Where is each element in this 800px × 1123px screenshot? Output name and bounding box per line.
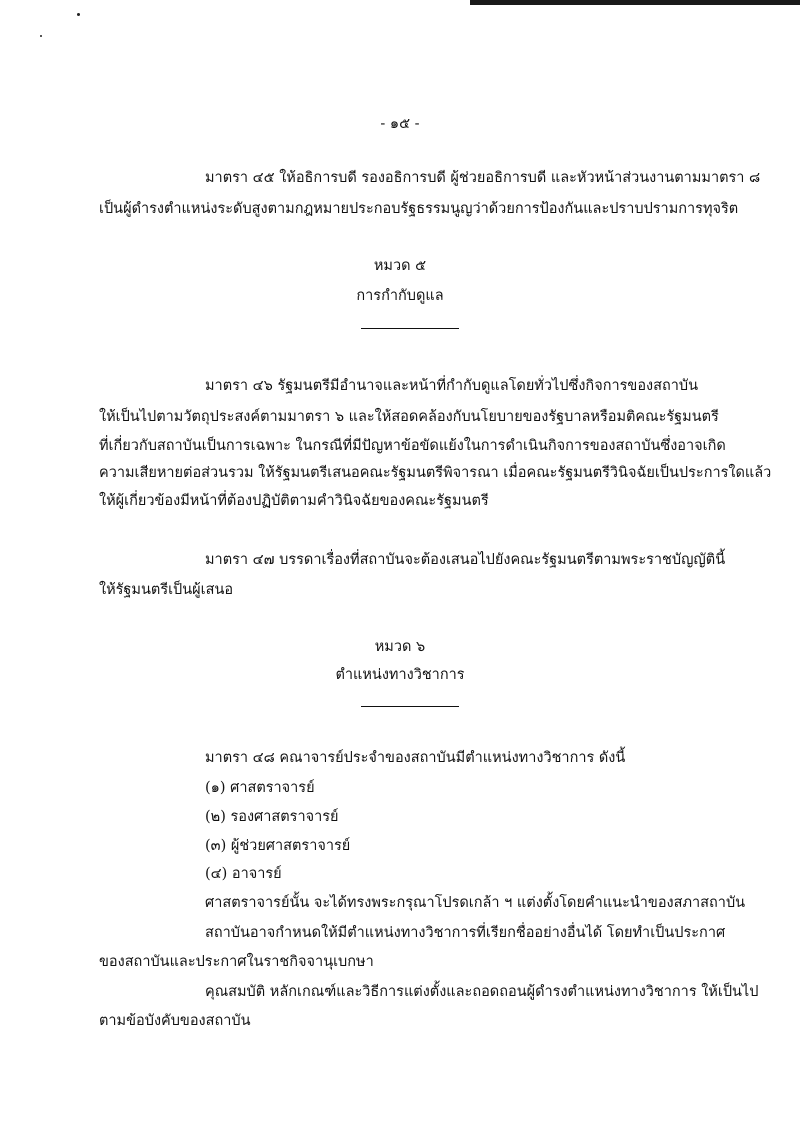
section-46-line-2: ให้เป็นไปตามวัตถุประสงค์ตามมาตรา ๖ และให้สอดคล้องกับนโยบายของรัฐบาลหรือมติคณะรัฐมนตรี <box>99 409 719 425</box>
scan-speck <box>77 13 80 16</box>
section-45-line-2: เป็นผู้ดำรงตำแหน่งระดับสูงตามกฎหมายประกอบรัฐธรรมนูญว่าด้วยการป้องกันและปราบปรามการทุจริต <box>99 201 739 217</box>
section-46-line-5: ให้ผู้เกี่ยวข้องมีหน้าที่ต้องปฏิบัติตามคำวินิจฉัยของคณะรัฐมนตรี <box>99 493 489 509</box>
section-48-paragraph-3-line-1: คุณสมบัติ หลักเกณฑ์และวิธีการแต่งตั้งและถอดถอนผู้ดำรงตำแหน่งทางวิชาการ ให้เป็นไป <box>205 984 759 1000</box>
scan-speck <box>40 35 42 37</box>
section-47-line-1: มาตรา ๔๗ บรรดาเรื่องที่สถาบันจะต้องเสนอไปยังคณะรัฐมนตรีตามพระราชบัญญัตินี้ <box>205 552 726 568</box>
chapter-5-heading: หมวด ๕ <box>373 258 427 274</box>
section-48-item-4: (๔) อาจารย์ <box>205 866 282 882</box>
section-48-item-2: (๒) รองศาสตราจารย์ <box>205 809 339 825</box>
page-number: - ๑๕ - <box>380 116 420 132</box>
chapter-6-divider <box>361 706 459 707</box>
chapter-5-divider <box>361 328 459 329</box>
section-45-line-1: มาตรา ๔๕ ให้อธิการบดี รองอธิการบดี ผู้ช่วยอธิการบดี และหัวหน้าส่วนงานตามมาตรา ๘ <box>205 170 761 186</box>
scan-edge-artifact <box>470 0 800 5</box>
chapter-5-title: การกำกับดูแล <box>356 288 444 304</box>
section-48-intro: มาตรา ๔๘ คณาจารย์ประจำของสถาบันมีตำแหน่งทางวิชาการ ดังนี้ <box>205 750 626 766</box>
section-46-line-1: มาตรา ๔๖ รัฐมนตรีมีอำนาจและหน้าที่กำกับดูแลโดยทั่วไปซึ่งกิจการของสถาบัน <box>205 378 698 394</box>
section-46-line-3: ที่เกี่ยวกับสถาบันเป็นการเฉพาะ ในกรณีที่มีปัญหาข้อขัดแย้งในการดำเนินกิจการของสถาบันซึ่งอาจเกิด <box>99 438 726 454</box>
section-48-paragraph-1: ศาสตราจารย์นั้น จะได้ทรงพระกรุณาโปรดเกล้า ฯ แต่งตั้งโดยคำแนะนำของสภาสถาบัน <box>205 895 746 911</box>
section-47-line-2: ให้รัฐมนตรีเป็นผู้เสนอ <box>99 582 234 598</box>
chapter-6-title: ตำแหน่งทางวิชาการ <box>335 667 465 683</box>
section-46-line-4: ความเสียหายต่อส่วนรวม ให้รัฐมนตรีเสนอคณะรัฐมนตรีพิจารณา เมื่อคณะรัฐมนตรีวินิจฉัยเป็นประการใดแล้ว <box>99 465 772 481</box>
section-48-paragraph-2-line-1: สถาบันอาจกำหนดให้มีตำแหน่งทางวิชาการที่เรียกชื่ออย่างอื่นได้ โดยทำเป็นประกาศ <box>205 925 726 941</box>
section-48-paragraph-2-line-2: ของสถาบันและประกาศในราชกิจจานุเบกษา <box>99 954 374 970</box>
section-48-item-3: (๓) ผู้ช่วยศาสตราจารย์ <box>205 838 351 854</box>
section-48-item-1: (๑) ศาสตราจารย์ <box>205 780 315 796</box>
chapter-6-heading: หมวด ๖ <box>374 639 426 655</box>
section-48-paragraph-3-line-2: ตามข้อบังคับของสถาบัน <box>99 1013 251 1029</box>
